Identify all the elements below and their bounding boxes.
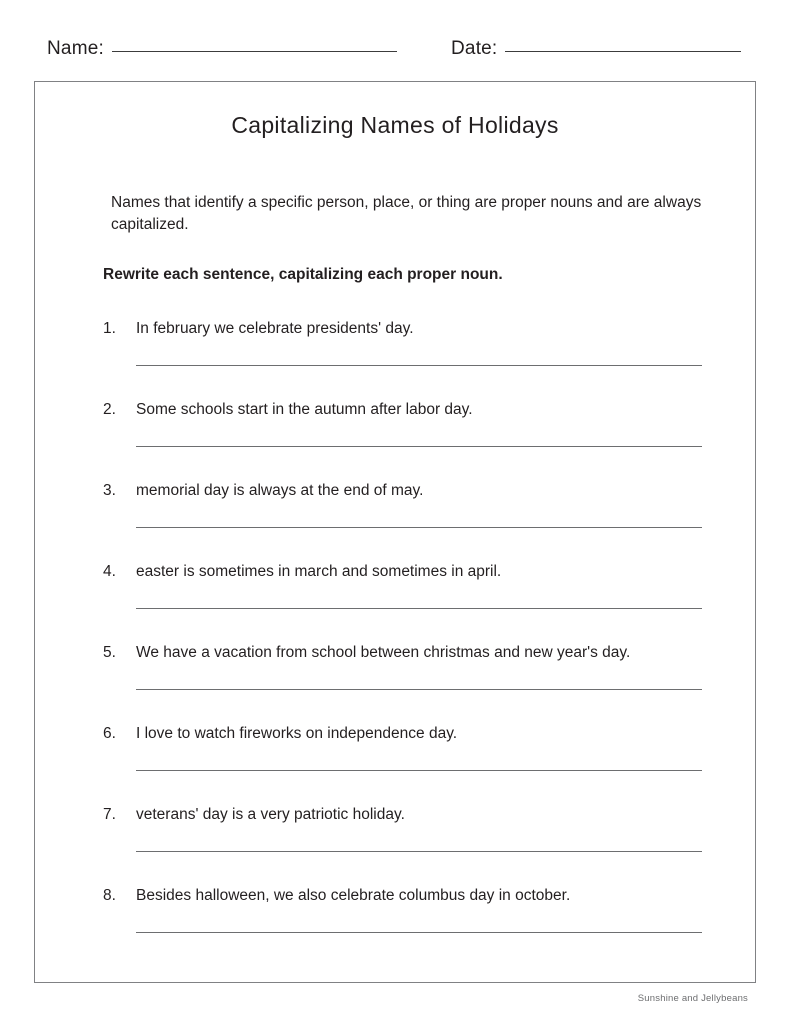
page-title: Capitalizing Names of Holidays — [231, 112, 559, 138]
question-number: 7. — [103, 806, 116, 823]
answer-line[interactable] — [136, 527, 702, 528]
question-item — [35, 482, 755, 563]
question-list — [35, 320, 755, 968]
footer-credit: Sunshine and Jellybeans — [637, 993, 748, 1004]
answer-line[interactable] — [136, 365, 702, 366]
question-sentence: Besides halloween, we also celebrate columbus day in october. — [136, 887, 571, 904]
date-field-group — [451, 38, 741, 60]
question-item — [35, 806, 755, 887]
name-label: Name: — [47, 38, 104, 59]
worksheet-header — [0, 38, 791, 68]
answer-line[interactable] — [136, 851, 702, 852]
answer-line[interactable] — [136, 932, 702, 933]
answer-line[interactable] — [136, 689, 702, 690]
instruction-text: Rewrite each sentence, capitalizing each proper noun. — [103, 266, 503, 283]
question-sentence: In february we celebrate presidents' day. — [136, 320, 414, 337]
question-number: 3. — [103, 482, 116, 499]
answer-line[interactable] — [136, 608, 702, 609]
question-item — [35, 644, 755, 725]
question-item — [35, 401, 755, 482]
question-sentence: memorial day is always at the end of may. — [136, 482, 424, 499]
question-number: 2. — [103, 401, 116, 418]
date-write-in-line[interactable] — [505, 51, 741, 52]
question-number: 5. — [103, 644, 116, 661]
question-sentence: Some schools start in the autumn after labor day. — [136, 401, 473, 418]
question-item — [35, 320, 755, 401]
question-number: 8. — [103, 887, 116, 904]
worksheet-sheet — [34, 81, 756, 983]
question-sentence: easter is sometimes in march and sometimes in april. — [136, 563, 502, 580]
name-field-group — [47, 38, 397, 60]
date-label: Date: — [451, 38, 498, 59]
question-number: 1. — [103, 320, 116, 337]
question-number: 4. — [103, 563, 116, 580]
answer-line[interactable] — [136, 770, 702, 771]
question-item — [35, 563, 755, 644]
answer-line[interactable] — [136, 446, 702, 447]
intro-paragraph: Names that identify a specific person, place, or thing are proper nouns and are always capitalized. — [111, 194, 702, 234]
question-item — [35, 887, 755, 968]
name-write-in-line[interactable] — [112, 51, 397, 52]
question-sentence: We have a vacation from school between christmas and new year's day. — [136, 644, 631, 661]
question-sentence: I love to watch fireworks on independence day. — [136, 725, 458, 742]
question-number: 6. — [103, 725, 116, 742]
question-item — [35, 725, 755, 806]
question-sentence: veterans' day is a very patriotic holiday. — [136, 806, 405, 823]
